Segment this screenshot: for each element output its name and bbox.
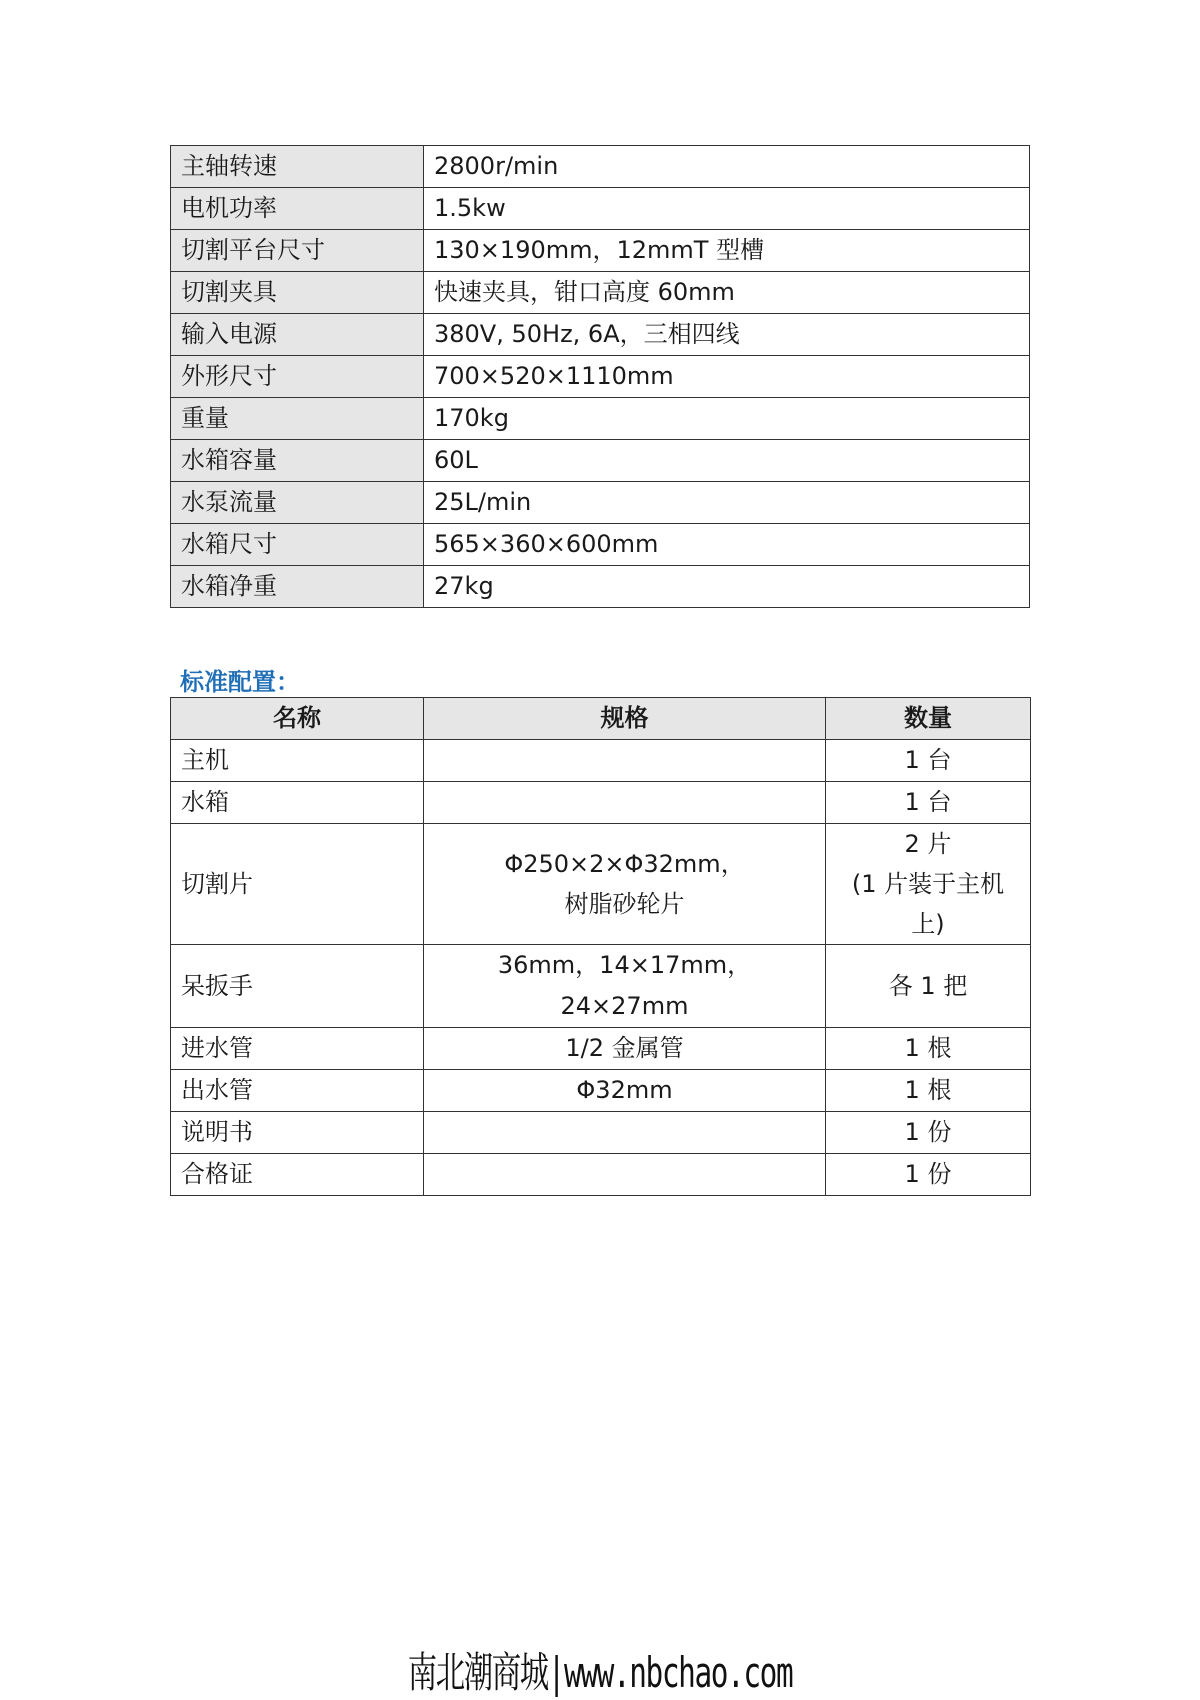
spec-label: 水泵流量 — [171, 482, 424, 524]
spec-label: 输入电源 — [171, 314, 424, 356]
spec-value: 27kg — [424, 566, 1030, 608]
spec-label: 切割夹具 — [171, 272, 424, 314]
item-name: 呆扳手 — [171, 945, 424, 1028]
spec-label: 水箱尺寸 — [171, 524, 424, 566]
table-header-row — [171, 698, 1031, 740]
spec-label: 重量 — [171, 398, 424, 440]
item-name: 进水管 — [171, 1028, 424, 1070]
table-row — [171, 945, 1031, 1028]
spec-label: 水箱净重 — [171, 566, 424, 608]
item-qty: 1 份 — [826, 1112, 1031, 1154]
item-spec-line1: Φ250×2×Φ32mm， — [504, 850, 745, 878]
item-qty: 1 台 — [826, 740, 1031, 782]
item-spec: 36mm，14×17mm，24×27mm — [424, 945, 826, 1028]
item-qty-line2: (1 片装于主机上) — [851, 870, 1005, 938]
item-name: 切割片 — [171, 824, 424, 945]
spec-value: 700×520×1110mm — [424, 356, 1030, 398]
footer-watermark: 南北潮商城|www.nbchao.com — [407, 1648, 793, 1697]
item-spec — [424, 1112, 826, 1154]
config-section-title: 标准配置： — [180, 668, 300, 696]
item-qty: 1 根 — [826, 1070, 1031, 1112]
table-row — [171, 356, 1030, 398]
spec-value: 130×190mm，12mmT 型槽 — [424, 230, 1030, 272]
header-name: 名称 — [171, 698, 424, 740]
spec-value: 380V, 50Hz, 6A，三相四线 — [424, 314, 1030, 356]
table-row — [171, 482, 1030, 524]
item-spec: 1/2 金属管 — [424, 1028, 826, 1070]
item-qty-line1: 2 片 — [904, 830, 952, 858]
spec-label: 主轴转速 — [171, 146, 424, 188]
table-row — [171, 440, 1030, 482]
item-name: 主机 — [171, 740, 424, 782]
item-spec — [424, 782, 826, 824]
spec-value: 2800r/min — [424, 146, 1030, 188]
item-name: 水箱 — [171, 782, 424, 824]
spec-label: 外形尺寸 — [171, 356, 424, 398]
item-spec — [424, 824, 826, 945]
table-row — [171, 188, 1030, 230]
item-name: 出水管 — [171, 1070, 424, 1112]
table-row — [171, 1028, 1031, 1070]
item-spec — [424, 740, 826, 782]
table-row — [171, 230, 1030, 272]
item-qty: 1 根 — [826, 1028, 1031, 1070]
spec-value: 快速夹具，钳口高度 60mm — [424, 272, 1030, 314]
table-row — [171, 566, 1030, 608]
header-qty: 数量 — [826, 698, 1031, 740]
item-name: 合格证 — [171, 1154, 424, 1196]
item-spec: Φ32mm — [424, 1070, 826, 1112]
table-row — [171, 398, 1030, 440]
item-qty — [826, 824, 1031, 945]
spec-value: 1.5kw — [424, 188, 1030, 230]
table-row — [171, 314, 1030, 356]
spec-value: 60L — [424, 440, 1030, 482]
table-row — [171, 1070, 1031, 1112]
spec-label: 切割平台尺寸 — [171, 230, 424, 272]
spec-value: 25L/min — [424, 482, 1030, 524]
item-qty: 1 台 — [826, 782, 1031, 824]
spec-value: 565×360×600mm — [424, 524, 1030, 566]
config-table — [170, 697, 1031, 1196]
item-qty: 1 份 — [826, 1154, 1031, 1196]
item-spec-line2: 树脂砂轮片 — [564, 890, 685, 918]
table-row — [171, 782, 1031, 824]
table-row — [171, 1154, 1031, 1196]
table-row — [171, 524, 1030, 566]
table-row — [171, 146, 1030, 188]
spec-label: 电机功率 — [171, 188, 424, 230]
table-row — [171, 1112, 1031, 1154]
header-spec: 规格 — [424, 698, 826, 740]
item-qty: 各 1 把 — [826, 945, 1031, 1028]
table-row — [171, 740, 1031, 782]
table-row — [171, 272, 1030, 314]
spec-label: 水箱容量 — [171, 440, 424, 482]
item-spec — [424, 1154, 826, 1196]
spec-table — [170, 145, 1030, 608]
spec-value: 170kg — [424, 398, 1030, 440]
item-name: 说明书 — [171, 1112, 424, 1154]
table-row — [171, 824, 1031, 945]
